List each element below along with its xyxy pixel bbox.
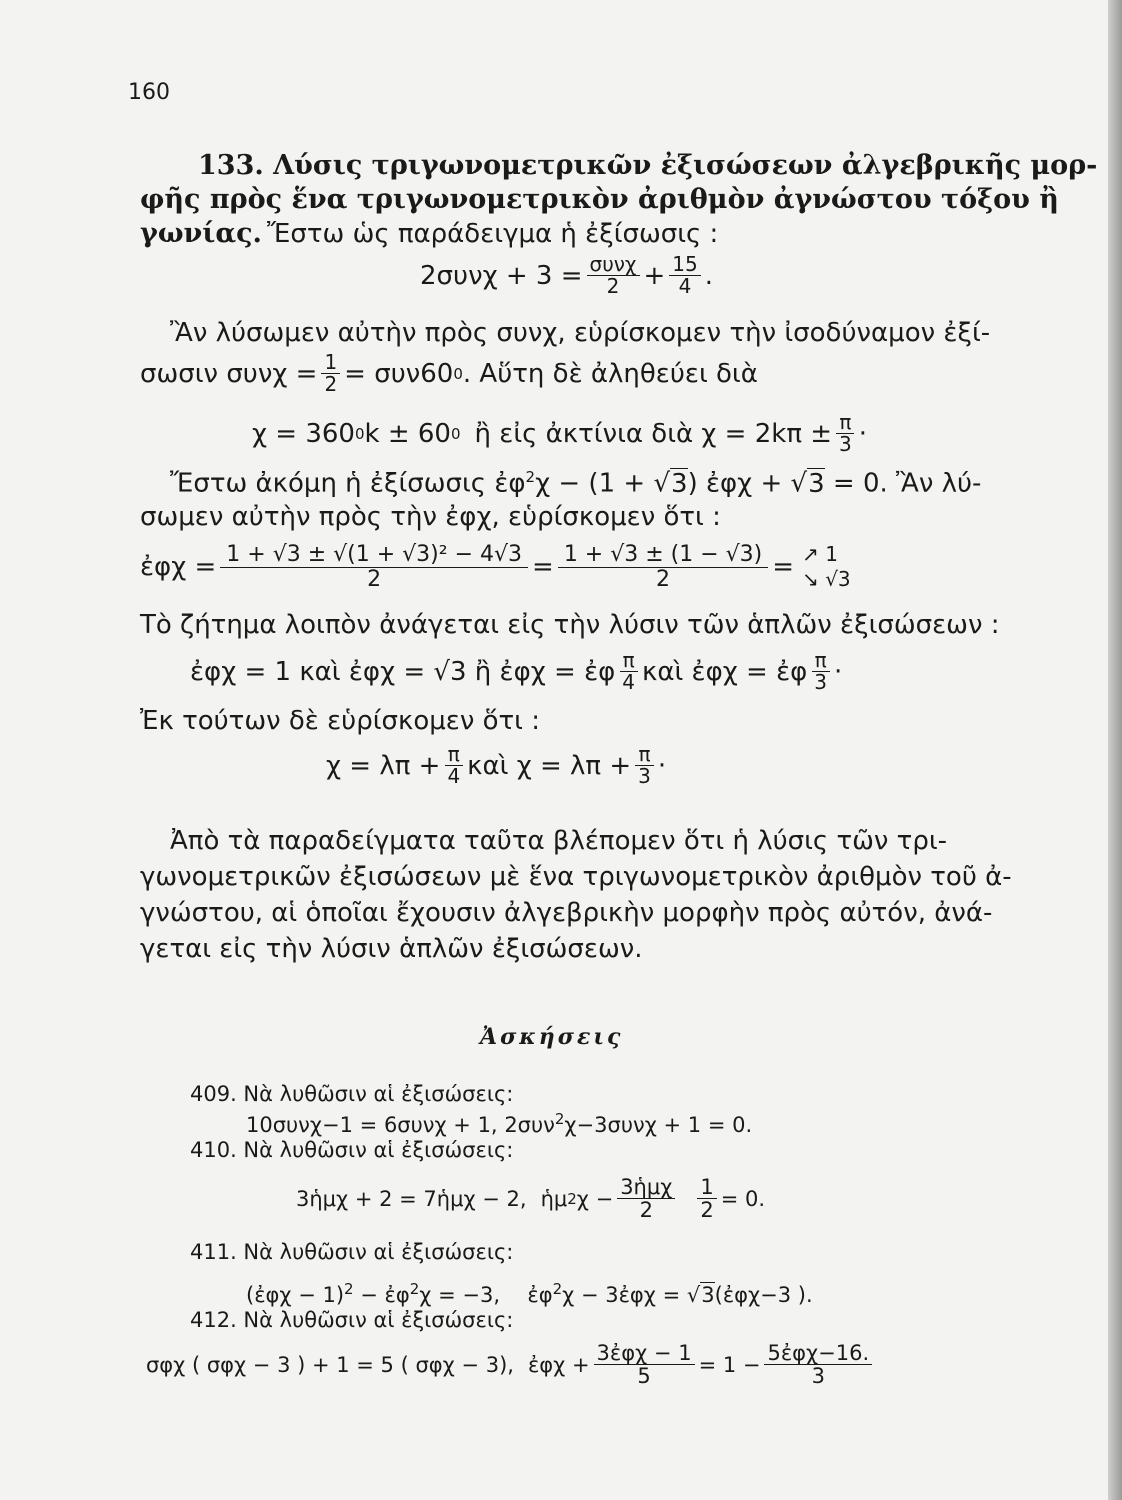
- paragraph-1-line-2: [140, 352, 758, 395]
- ex409-eq-b1: 2συν: [504, 1113, 555, 1137]
- ex411-b1: ἐφ: [527, 1283, 553, 1307]
- p2-radical-1: √3: [653, 468, 688, 499]
- eq1-plus: +: [643, 260, 666, 291]
- page-number: 160: [128, 80, 170, 105]
- ex411-b3: (ἐφχ−3 ).: [714, 1283, 813, 1307]
- eq2-c: ἢ εἰς ἀκτίνια διὰ χ = 2kπ ±: [474, 418, 833, 449]
- ex410-a: 3ἡμχ + 2 = 7ἡμχ − 2,: [296, 1186, 527, 1211]
- ex411-b-sq: 2: [552, 1280, 563, 1298]
- p2-rad1: 3: [671, 468, 688, 499]
- section-title-part-1: Λύσις τριγωνομετρικῶν ἐξισώσεων ἀλγεβρικῆς μορ-: [273, 150, 1098, 181]
- eq4-den1: 4: [622, 670, 636, 694]
- eq3-eq: =: [532, 552, 554, 582]
- eq5-end: ·: [657, 750, 667, 781]
- eq4-b: καὶ ἐφχ = ἐφ: [642, 656, 808, 687]
- exercise-411-equations: [246, 1280, 813, 1307]
- ex411-a-sq2: 2: [409, 1280, 420, 1298]
- eq2-deg2: 0: [450, 424, 461, 443]
- paragraph-4: Ἐκ τούτων δὲ εὑρίσκομεν ὅτι :: [140, 706, 540, 736]
- eq5-b: καὶ χ = λπ +: [467, 750, 632, 781]
- paragraph-5-line-1: Ἀπὸ τὰ παραδείγματα ταῦτα βλέπομεν ὅτι ἡ λύσις τῶν τρι-: [170, 826, 948, 856]
- paragraph-2-line-2: σωμεν αὐτὴν πρὸς τὴν ἐφχ, εὑρίσκομεν ὅτι :: [140, 502, 721, 532]
- ex412-den2: 3: [811, 1364, 825, 1389]
- ex412-den1: 5: [637, 1364, 651, 1389]
- eq1-fraction-2: [669, 254, 700, 297]
- ex412-fraction-2: [764, 1342, 872, 1387]
- eq1-num2: 15: [669, 254, 700, 276]
- ex412-c: = 1 −: [698, 1352, 761, 1377]
- p2-c: ) ἐφχ +: [687, 468, 791, 499]
- exercise-412-equations: [146, 1342, 876, 1387]
- eq3-result-top: [802, 542, 851, 567]
- ex411-a2: − ἐφ: [353, 1283, 410, 1307]
- eq3-num1: 1 + √3 ± √(1 + √3)² − 4√3: [220, 543, 528, 567]
- ex411-a3: χ = −3,: [419, 1283, 500, 1307]
- ex410-num1: 3ἡμχ: [617, 1176, 675, 1199]
- exercise-410-label: 410. Νὰ λυθῶσιν αἱ ἐξισώσεις:: [190, 1138, 514, 1162]
- eq4-a: ἐφχ = 1 καὶ ἐφχ = √3 ἢ ἐφχ = ἐφ: [190, 656, 616, 687]
- eq5-num1: π: [445, 744, 463, 766]
- exercises-heading: Ἀσκήσεις: [480, 1024, 624, 1050]
- eq1-fraction-1: [587, 254, 640, 297]
- ex411-a1: (ἐφχ − 1): [246, 1283, 345, 1307]
- eq1-den1: 2: [606, 274, 620, 298]
- eq5-den1: 4: [447, 764, 461, 788]
- paragraph-5-line-4: γεται εἰς τὴν λύσιν ἁπλῶν ἐξισώσεων.: [140, 934, 643, 964]
- eq3-den1: 2: [367, 566, 382, 592]
- exercise-412-label: 412. Νὰ λυθῶσιν αἱ ἐξισώσεις:: [190, 1308, 514, 1332]
- ex410-num2: 1: [697, 1176, 716, 1199]
- section-title-line-2: φῆς πρὸς ἕνα τριγωνομετρικὸν ἀριθμὸν ἀγνώστου τόξου ἢ: [140, 184, 1059, 215]
- ex409-eq-b2: χ−3συνχ + 1 = 0.: [564, 1113, 753, 1137]
- equation-2: [252, 412, 867, 455]
- eq3-den2: 2: [656, 566, 671, 592]
- eq4-end: ·: [834, 656, 843, 687]
- eq4-num2: π: [812, 650, 830, 672]
- eq1-den2: 4: [678, 274, 692, 298]
- eq4-den2: 3: [814, 670, 828, 694]
- eq3-results: [802, 542, 851, 592]
- p2-d: = 0. Ἂν λύ-: [824, 468, 982, 499]
- ex411-b2: χ − 3ἐφχ =: [562, 1283, 687, 1307]
- p1-pre: σωσιν συνχ =: [140, 358, 318, 389]
- ex410-b2: χ −: [576, 1186, 614, 1211]
- eq1-lhs: 2συνχ + 3 =: [420, 260, 583, 291]
- eq3-fraction-2: [558, 543, 768, 590]
- section-title-line-1: [198, 150, 1097, 181]
- p2-b: χ − (1 +: [535, 468, 654, 499]
- eq4-fraction-1: [619, 650, 638, 693]
- ex411-a-sq: 2: [344, 1280, 354, 1298]
- eq3-lhs: ἐφχ =: [140, 552, 217, 582]
- ex410-end: = 0.: [720, 1186, 766, 1211]
- eq3-r-top: 1: [825, 542, 838, 566]
- eq2-num: π: [836, 412, 854, 434]
- eq2-deg1: 0: [354, 424, 365, 443]
- ex412-fraction-1: [594, 1342, 695, 1387]
- eq4-fraction-2: [811, 650, 830, 693]
- p1-post: = συν60: [344, 358, 454, 389]
- eq1-num1: συνχ: [587, 254, 640, 276]
- eq5-den2: 3: [638, 764, 651, 788]
- equation-3: [140, 542, 851, 592]
- ex410-den2: 2: [700, 1198, 714, 1223]
- p1-fraction: [321, 352, 340, 395]
- eq2-end: ·: [858, 418, 868, 449]
- exercise-410-equations: [296, 1176, 765, 1221]
- ex410-fraction-1: [617, 1176, 675, 1221]
- arrow-down-right-icon: ↘: [802, 567, 819, 591]
- ex412-a: σφχ ( σφχ − 3 ) + 1 = 5 ( σφχ − 3),: [146, 1352, 514, 1377]
- paragraph-3: Τὸ ζήτημα λοιπὸν ἀνάγεται εἰς τὴν λύσιν τῶν ἁπλῶν ἐξισώσεων :: [140, 610, 1000, 640]
- paragraph-2-line-1: [170, 468, 981, 499]
- ex410-sq: 2: [567, 1189, 577, 1208]
- ex410-den1: 2: [639, 1198, 653, 1223]
- ex410-fraction-2: [697, 1176, 716, 1221]
- paragraph-5-line-2: γωνομετρικῶν ἐξισώσεων μὲ ἕνα τριγωνομετρικὸν ἀριθμὸν τοῦ ἀ-: [140, 862, 1012, 892]
- p2-rad2: 3: [808, 468, 825, 499]
- paragraph-1-line-1: Ἂν λύσωμεν αὐτὴν πρὸς συνχ, εὑρίσκομεν τὴν ἰσοδύναμον ἐξί-: [170, 318, 991, 348]
- eq2-den: 3: [839, 432, 852, 456]
- eq2-a: χ = 360: [252, 418, 355, 449]
- section-number: 133.: [198, 150, 264, 181]
- ex412-num1: 3ἐφχ − 1: [594, 1342, 695, 1365]
- p2-sq: 2: [525, 468, 536, 486]
- ex410-b1: ἡμ: [540, 1186, 568, 1211]
- eq5-fraction-2: [635, 744, 654, 787]
- eq3-eq2: =: [772, 552, 795, 582]
- section-title-part-3: γωνίας.: [140, 218, 262, 249]
- p1-deg: 0: [453, 364, 463, 383]
- equation-1: [420, 254, 713, 297]
- p2-a: Ἔστω ἀκόμη ἡ ἐξίσωσις ἐφ: [170, 468, 526, 499]
- p1-num: 1: [321, 352, 340, 374]
- p2-radical-2: √3: [790, 468, 825, 499]
- ex411-rad: 3: [701, 1283, 715, 1307]
- arrow-up-right-icon: ↗: [802, 542, 819, 566]
- section-title-line-3: [140, 218, 718, 249]
- eq5-num2: π: [635, 744, 653, 766]
- intro-text: Ἔστω ὡς παράδειγμα ἡ ἐξίσωσις :: [267, 219, 719, 249]
- eq3-r-bottom: √3: [825, 567, 851, 591]
- exercise-409-label: 409. Νὰ λυθῶσιν αἱ ἐξισώσεις:: [190, 1082, 514, 1106]
- ex409-eq-a: 10συνχ−1 = 6συνχ + 1,: [246, 1113, 498, 1137]
- eq3-fraction-1: [220, 543, 528, 590]
- eq3-num2: 1 + √3 ± (1 − √3): [558, 543, 768, 567]
- p1-post2: . Αὕτη δὲ ἀληθεύει διὰ: [462, 358, 758, 389]
- eq5-a: χ = λπ +: [326, 750, 441, 781]
- equation-5: [326, 744, 666, 787]
- eq3-result-bottom: [802, 567, 851, 592]
- ex412-b: ἐφχ +: [527, 1352, 590, 1377]
- equation-4: [190, 650, 842, 693]
- ex411-radical: √3: [686, 1283, 715, 1307]
- eq4-num1: π: [620, 650, 638, 672]
- eq1-end: .: [704, 260, 714, 291]
- eq2-fraction: [836, 412, 855, 455]
- p1-den: 2: [324, 372, 338, 396]
- ex409-sq: 2: [554, 1110, 565, 1128]
- eq2-b: k ± 60: [364, 418, 451, 449]
- paragraph-5-line-3: γνώστου, αἱ ὁποῖαι ἔχουσιν ἀλγεβρικὴν μορφὴν πρὸς αὐτόν, ἀνά-: [140, 898, 993, 928]
- ex412-num2: 5ἐφχ−16.: [764, 1342, 872, 1365]
- page-edge-shadow: [1108, 0, 1122, 1500]
- exercise-411-label: 411. Νὰ λυθῶσιν αἱ ἐξισώσεις:: [190, 1240, 514, 1264]
- exercise-409-equations: [246, 1110, 752, 1137]
- eq5-fraction-1: [444, 744, 463, 787]
